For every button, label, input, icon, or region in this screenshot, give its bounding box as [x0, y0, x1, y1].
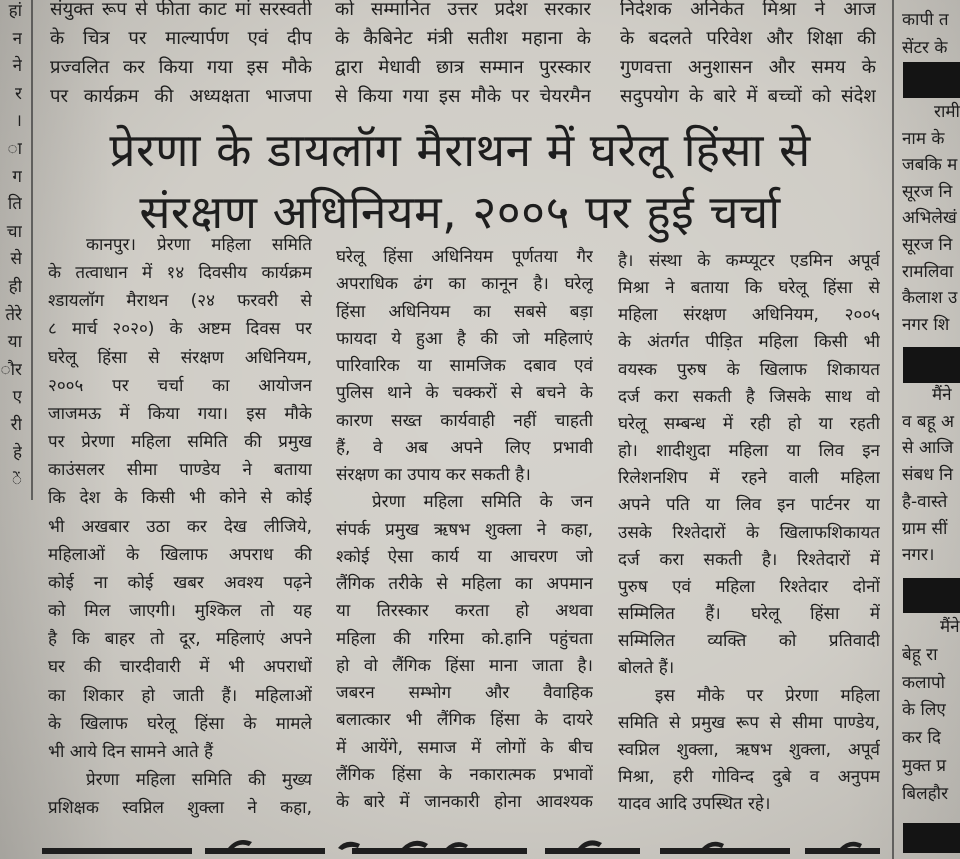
- article-body-line: फायदा ये हुआ है की जो महिलाएं: [336, 328, 593, 349]
- top-article-line: सदुपयोग के बारे में बच्चों को संदेश: [620, 86, 876, 107]
- left-edge-text-fragment: ा: [7, 138, 22, 159]
- article-body-line: महिला की गरिमा को.हानि पहुंचता: [336, 628, 593, 649]
- top-article-column-3: [620, 0, 876, 111]
- black-heading-bar: [903, 347, 960, 383]
- article-body-line: लैंगिक हिंसा के नकारात्मक प्रभावों: [336, 764, 593, 785]
- clipped-next-headline-fragment: [0, 834, 960, 859]
- top-article-column-1: [50, 0, 312, 111]
- article-body-line: या तिरस्कार करता हो अथवा: [336, 601, 593, 622]
- black-heading-bar: [903, 62, 960, 98]
- top-article-line: के बदलते परिवेश और शिक्षा की: [620, 28, 876, 49]
- article-body-line: लैंगिक तरीके से महिला का अपमान: [336, 574, 593, 594]
- article-body-line: पुलिस थाने के चक्करों से बचने के: [336, 383, 593, 404]
- right-column-line-fragment: ग्राम सीं: [902, 518, 948, 539]
- top-article-line: संयुक्त रूप से फीता काट मां सरस्वती: [50, 0, 312, 20]
- article-paragraph: [48, 231, 312, 766]
- article-body-line: घरेलू हिंसा अधिनियम पूर्णतया गैर: [336, 247, 593, 267]
- article-body-line: ८ मार्च २०२०) के अष्टम दिवस पर: [48, 319, 312, 340]
- right-column-line-fragment: सूरज नि: [902, 234, 953, 255]
- right-column-line-fragment: व बहू अ: [902, 411, 954, 432]
- right-column-line-fragment: मुक्त प्र: [902, 755, 947, 776]
- article-body-line: के बारे में जानकारी होना आवश्यक: [336, 792, 593, 812]
- left-edge-text-fragment: चा: [6, 221, 22, 242]
- article-body-line: स्वप्निल शुक्ला, ऋषभ शुक्ला, अपूर्व: [618, 739, 880, 760]
- top-article-line: के कैबिनेट मंत्री सतीश महाना के: [335, 28, 591, 49]
- article-body-line: उसके रिश्तेदारों के खिलाफशिकायत: [618, 522, 880, 543]
- article-paragraph: [336, 244, 593, 489]
- left-edge-text-fragment: ए: [12, 387, 22, 408]
- right-column-line-fragment: कैलाश उ: [902, 288, 958, 309]
- left-edge-text-fragment: री: [10, 414, 22, 435]
- article-body-line: है कि बाहर तो दूर, महिलाएं अपने: [48, 629, 312, 650]
- article-body-line: अपराधिक ढंग का कानून है। घरेलू: [336, 274, 593, 295]
- right-column-line-fragment: अभिलेखं: [902, 208, 957, 229]
- right-column-section: [902, 6, 960, 62]
- article-paragraph: [618, 683, 880, 819]
- article-body-line: को मिल जाएगी। मुश्किल तो यह: [48, 601, 312, 622]
- right-column-line-fragment: है-वास्ते: [902, 491, 948, 512]
- right-column-line-fragment: सेंटर के: [902, 38, 948, 58]
- article-body-line: के खिलाफ घरेलू हिंसा के मामले: [48, 713, 312, 734]
- article-body-line: श्डायलॉग मैराथन (२४ फरवरी से: [48, 291, 312, 312]
- article-body-line: जाजमऊ में किया गया। इस मौके: [48, 403, 312, 424]
- column-rule-right: [892, 0, 894, 859]
- article-body-line: हो। शादीशुदा महिला या लिव इन: [618, 441, 880, 462]
- left-edge-text-fragment: ति: [7, 194, 22, 215]
- article-body-line: यादव आदि उपस्थित रहे।: [618, 794, 771, 815]
- article-paragraph: [336, 489, 593, 816]
- right-adjacent-column: [898, 0, 960, 859]
- article-paragraph: [48, 766, 312, 822]
- article-body-line: के अंतर्गत पीड़ित महिला किसी भी: [618, 332, 880, 353]
- article-body-line: सम्मिलित हैं। घरेलू हिंसा में: [618, 604, 880, 625]
- right-column-line-fragment: के लिए: [902, 700, 946, 721]
- right-column-line-fragment: से आजि: [902, 438, 954, 459]
- article-paragraph: [618, 248, 880, 683]
- left-edge-text-fragment: हे: [12, 442, 22, 463]
- right-column-line-fragment: सूरज नि: [902, 181, 953, 202]
- article-body-line: घरेलू हिंसा से संरक्षण अधिनियम,: [48, 347, 312, 368]
- article-body-line: कोई ना कोई खबर अवश्य पढ़ने: [48, 572, 312, 593]
- article-body-line: संरक्षण का उपाय कर सकती है।: [336, 465, 531, 485]
- article-body-line: कानपुर। प्रेरणा महिला समिति: [86, 235, 312, 255]
- article-body-line: पर प्रेरणा महिला समिति की प्रमुख: [48, 432, 312, 453]
- article-body-line: प्रशिक्षक स्वप्निल शुक्ला ने कहा,: [48, 798, 312, 819]
- top-article-column-2: [335, 0, 591, 111]
- article-body-line: भी आये दिन सामने आते हैं: [48, 741, 214, 762]
- article-body-line: जबरन सम्भोग और वैवाहिक: [336, 683, 593, 703]
- article-body-line: महिलाओं के खिलाफ अपराध की: [48, 544, 312, 565]
- article-body-line: मिश्रा, हरी गोविन्द दुबे व अनुपम: [618, 766, 880, 787]
- article-body-line: मिश्रा ने बताया कि घरेलू हिंसा से: [618, 278, 880, 299]
- article-body-line: रिलेशनशिप में रहने वाली महिला: [618, 468, 880, 489]
- right-column-line-fragment: नगर।: [902, 545, 935, 566]
- headline-line-2: संरक्षण अधिनियम, २००५ पर हुई चर्चा: [139, 185, 781, 239]
- right-column-line-fragment: नाम के: [902, 128, 945, 149]
- left-edge-text-fragment: ौर: [0, 359, 22, 380]
- right-column-line-fragment: कलापो: [902, 672, 946, 693]
- right-column-section: [902, 382, 960, 569]
- right-column-line-fragment: रामी: [934, 102, 960, 122]
- left-edge-text-fragment: ।: [15, 111, 22, 132]
- right-column-line-fragment: कर दि: [902, 728, 941, 749]
- article-body-line: हिंसा अधिनियम का सबसे बड़ा: [336, 301, 593, 322]
- left-edge-text-fragment: या: [7, 332, 22, 353]
- left-edge-text-fragment: ें: [11, 470, 22, 491]
- article-body-line: महिला संरक्षण अधिनियम, २००५: [618, 305, 880, 326]
- top-article-line: द्वारा मेधावी छात्र सम्मान पुरस्कार: [335, 57, 591, 78]
- article-body-line: पुरुष एवं महिला रिश्तेदार दोनों: [618, 576, 880, 597]
- left-edge-text-fragment: तेरे: [5, 304, 22, 325]
- top-article-line: गुणवत्ता अनुशासन और समय के: [620, 57, 876, 78]
- article-body-line: श्कोई ऐसा कार्य या आचरण जो: [336, 546, 593, 567]
- article-body-line: अपने पति या लिव इन पार्टनर या: [618, 495, 880, 516]
- article-body-line: घर की चारदीवारी में भी अपराधों: [48, 657, 312, 678]
- article-body-line: २००५ पर चर्चा का आयोजन: [48, 375, 312, 396]
- top-article-line: से किया गया इस मौके पर चेयरमैन: [335, 86, 591, 107]
- right-column-section: [902, 99, 960, 338]
- article-body-line: कि देश के किसी भी कोने से कोई: [48, 488, 312, 509]
- article-body-line: इस मौके पर प्रेरणा महिला: [655, 685, 880, 706]
- right-column-line-fragment: रामलिवा: [902, 261, 954, 282]
- article-body-line: हो वो लैंगिक हिंसा माना जाता है।: [336, 655, 593, 676]
- article-body-column-3: [618, 248, 880, 818]
- right-column-line-fragment: मैंने: [932, 385, 952, 405]
- article-body-column-2: [336, 244, 593, 816]
- article-body-line: हैं, वे अब अपने लिए प्रभावी: [336, 437, 593, 458]
- article-body-line: का शिकार हो जाती हैं। महिलाओं: [48, 685, 312, 706]
- left-edge-text-fragment: न: [12, 28, 22, 49]
- article-body-line: दर्ज करा सकती है। रिश्तेदारों में: [618, 549, 880, 570]
- left-edge-text-fragment: ग: [12, 166, 22, 187]
- article-body-line: बोलते हैं।: [618, 658, 675, 679]
- column-rule-left: [31, 0, 33, 500]
- left-edge-text-fragment: र: [15, 83, 22, 104]
- right-column-line-fragment: मैंने: [940, 617, 960, 637]
- article-body-line: पारिवारिक या सामजिक दबाव एवं: [336, 356, 593, 376]
- article-headline: [40, 119, 880, 243]
- right-column-line-fragment: नगर शि: [902, 314, 950, 335]
- article-body-column-1: [48, 231, 312, 822]
- headline-line-1: प्रेरणा के डायलॉग मैराथन में घरेलू हिंसा से: [109, 123, 811, 177]
- article-body-line: बलात्कार भी लैंगिक हिंसा के दायरे: [336, 710, 593, 731]
- article-body-line: काउंसलर सीमा पाण्डेय ने बताया: [48, 460, 312, 481]
- article-body-line: कारण सख्त कार्यवाही नहीं चाहती: [336, 410, 593, 431]
- left-edge-column-fragments: [0, 0, 22, 495]
- right-column-line-fragment: जबकि म: [902, 155, 958, 176]
- black-heading-bar: [903, 578, 960, 613]
- article-body-line: प्रेरणा महिला समिति की मुख्य: [86, 769, 312, 790]
- right-column-line-fragment: बिलहौर: [902, 783, 949, 804]
- left-edge-text-fragment: ने: [12, 56, 22, 77]
- article-body-line: घरेलू सम्बन्ध में रही हो या रहती: [618, 413, 880, 434]
- top-article-line: के चित्र पर माल्यार्पण एवं दीप: [50, 28, 312, 49]
- right-column-line-fragment: बेहू रा: [902, 644, 938, 665]
- article-body-line: सम्मिलित व्यक्ति को प्रतिवादी: [618, 631, 880, 652]
- article-body-line: में आयेंगे, समाज में लोगों के बीच: [336, 737, 593, 758]
- article-body-line: संपर्क प्रमुख ऋषभ शुक्ला ने कहा,: [336, 519, 593, 540]
- article-body-line: के तत्वाधान में १४ दिवसीय कार्यक्रम: [48, 263, 312, 284]
- left-edge-text-fragment: से: [10, 249, 22, 270]
- article-body-line: भी अखबार उठा कर देख लीजिये,: [48, 516, 312, 537]
- top-article-line: पर कार्यक्रम की अध्यक्षता भाजपा: [50, 86, 312, 107]
- article-body-line: प्रेरणा महिला समिति के जन: [372, 492, 593, 513]
- article-body-line: दर्ज करा सकती है जिसके साथ वो: [618, 386, 880, 407]
- right-column-line-fragment: कापी त: [902, 10, 949, 30]
- top-article-line: प्रज्वलित कर किया गया इस मौके: [50, 57, 312, 78]
- article-body-line: समिति से प्रमुख रूप से सीमा पाण्डेय,: [618, 712, 880, 733]
- article-body-line: वयस्क पुरुष के खिलाफ शिकायत: [618, 359, 880, 380]
- right-column-section: [902, 614, 960, 809]
- right-column-line-fragment: संबध नि: [902, 465, 953, 486]
- left-edge-text-fragment: हां: [8, 1, 22, 21]
- left-edge-text-fragment: ही: [8, 276, 22, 297]
- top-article-line: को सम्मानित उत्तर प्रदेश सरकार: [335, 0, 591, 20]
- top-article-line: निदेशक अनिकेत मिश्रा ने आज: [620, 0, 876, 20]
- article-body-line: है। संस्था के कम्प्यूटर एडमिन अपूर्व: [618, 251, 880, 271]
